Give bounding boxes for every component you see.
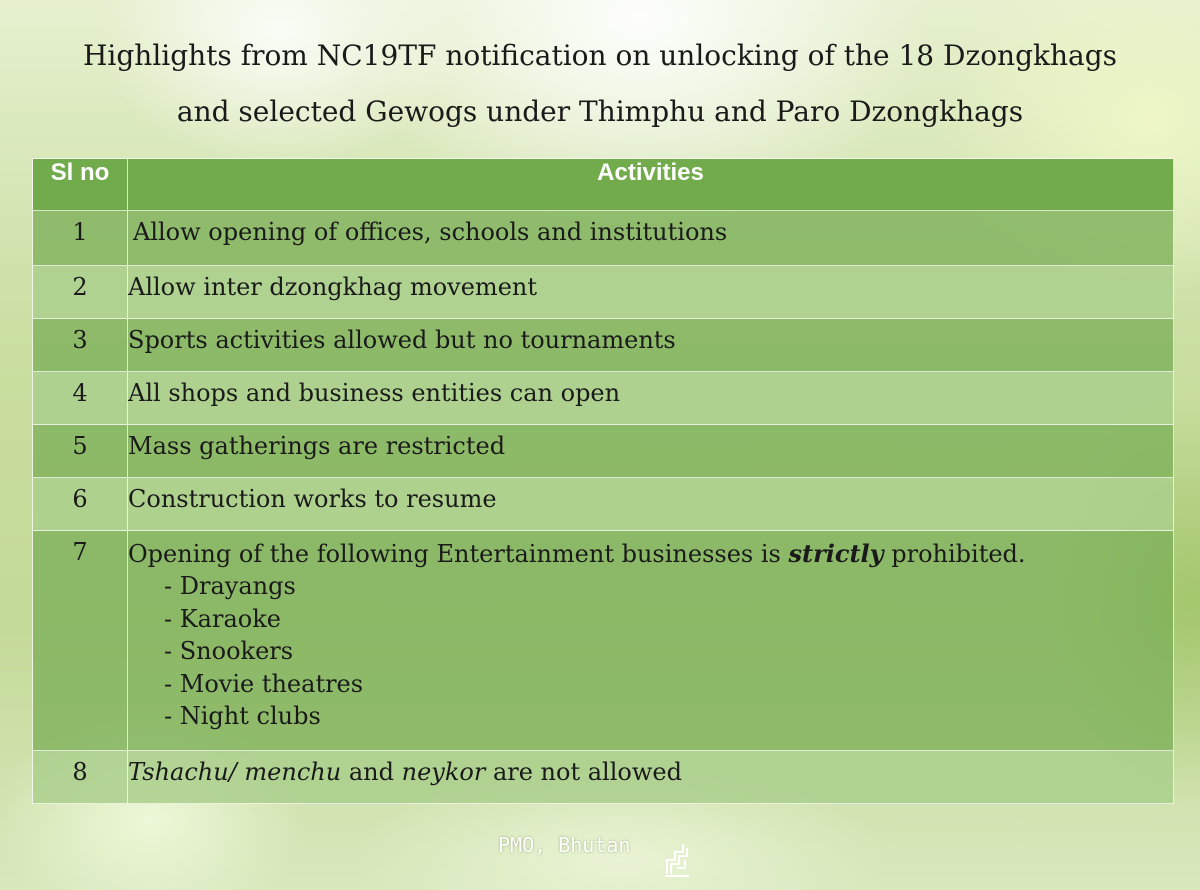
list-item: - Night clubs <box>164 702 321 730</box>
list-item: - Movie theatres <box>164 669 364 698</box>
row-number: 5 <box>33 425 128 478</box>
term-tshachu-menchu: Tshachu/ menchu <box>128 758 342 786</box>
table-row <box>33 266 1174 319</box>
row-number: 7 <box>33 531 128 751</box>
list-item: - Drayangs <box>164 572 296 600</box>
row-activity <box>128 531 1174 751</box>
row-activity: Allow opening of offices, schools and institutions <box>128 211 1174 266</box>
footer-credit: PMO, Bhutan <box>498 833 631 857</box>
row-activity: Allow inter dzongkhag movement <box>128 266 1174 319</box>
table-row <box>33 319 1174 372</box>
row-number: 8 <box>33 751 128 804</box>
table-row <box>33 478 1174 531</box>
row-number: 3 <box>33 319 128 372</box>
endless-knot-icon <box>663 838 691 878</box>
header-sl-no: Sl no <box>33 159 128 211</box>
title-line-1: Highlights from NC19TF notification on unlocking of the 18 Dzongkhags <box>82 39 1118 72</box>
row-activity: All shops and business entities can open <box>128 372 1174 425</box>
header-activities: Activities <box>128 159 1174 211</box>
table-row <box>33 372 1174 425</box>
emphasis-strictly: strictly <box>788 539 884 568</box>
table-row <box>33 211 1174 266</box>
table-row <box>33 531 1174 751</box>
title-line-2: and selected Gewogs under Thimphu and Paro Dzongkhags <box>176 95 1024 128</box>
row-number: 2 <box>33 266 128 319</box>
list-item: - Karaoke <box>164 604 281 633</box>
table-row <box>33 751 1174 804</box>
row-number: 1 <box>33 211 128 266</box>
row-number: 6 <box>33 478 128 531</box>
row-activity: Tshachu/ menchu and neykor are not allowed <box>128 751 1174 804</box>
row-activity-intro: Opening of the following Entertainment businesses is strictly prohibited. <box>128 539 1026 568</box>
table-row <box>33 425 1174 478</box>
row-activity: Sports activities allowed but no tournaments <box>128 319 1174 372</box>
row-activity: Construction works to resume <box>128 478 1174 531</box>
row-activity: Mass gatherings are restricted <box>128 425 1174 478</box>
row-number: 4 <box>33 372 128 425</box>
activities-table <box>32 158 1174 804</box>
page-title <box>0 28 1200 140</box>
list-item: - Snookers <box>164 637 294 665</box>
term-neykor: neykor <box>401 758 486 786</box>
table-header-row <box>33 159 1174 211</box>
